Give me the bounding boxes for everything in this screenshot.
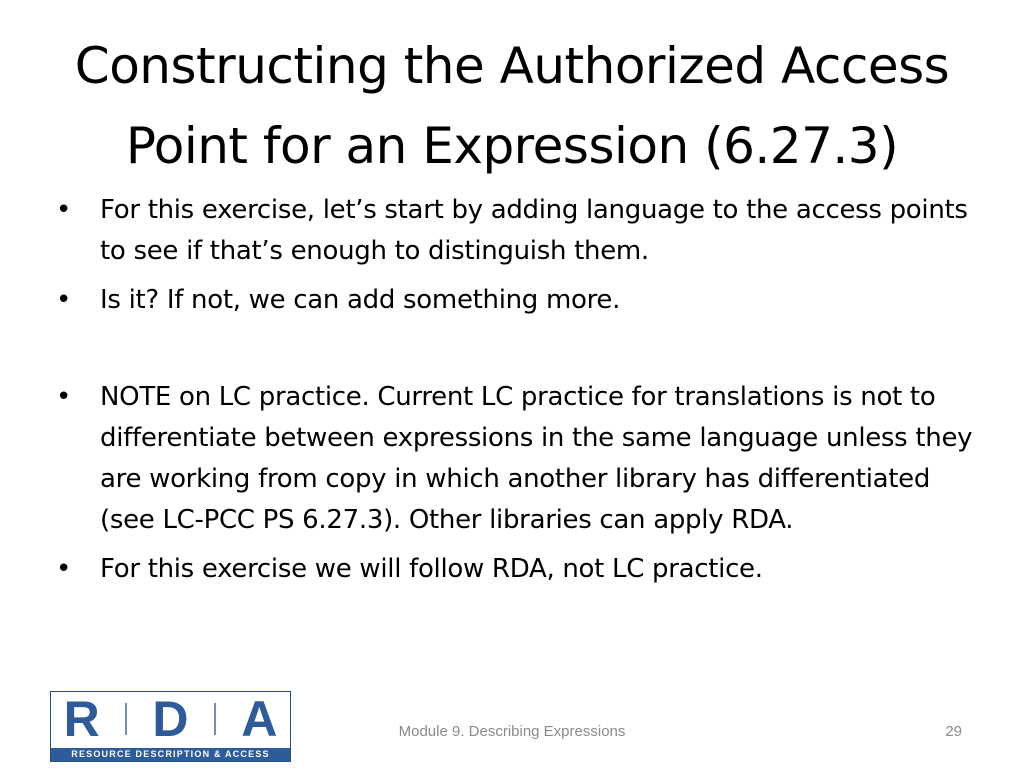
slide-title-line-2: Point for an Expression (6.27.3) <box>125 117 899 175</box>
bullet-text: NOTE on LC practice. Current LC practice for translations is not to differentiate between expressions in the same language unless they are working from copy in which another library has differentiated (see LC-PCC PS 6.27.3). Other libraries can apply RDA. <box>100 382 973 535</box>
slide-title-line-1: Constructing the Authorized Access <box>74 37 950 95</box>
rda-logo-divider <box>214 703 216 735</box>
slide-page-number: 29 <box>945 723 962 740</box>
rda-logo-divider <box>125 703 127 735</box>
bullet-text: For this exercise we will follow RDA, not LC practice. <box>100 554 763 584</box>
rda-logo-tagline: RESOURCE DESCRIPTION & ACCESS <box>51 748 290 761</box>
rda-logo-letter-d: D <box>152 691 189 747</box>
bullet-item <box>56 190 976 272</box>
bullet-icon: • <box>56 382 72 412</box>
slide-title <box>40 26 984 186</box>
rda-logo <box>50 691 291 762</box>
bullet-text: For this exercise, let’s start by adding language to the access points to see if that’s enough to distinguish them. <box>100 195 968 266</box>
rda-logo-letter-r: R <box>63 691 100 747</box>
bullet-item <box>56 549 976 590</box>
footer-module-label: Module 9. Describing Expressions <box>398 723 626 740</box>
bullet-item <box>56 377 976 541</box>
bullet-item <box>56 280 976 321</box>
bullet-list <box>56 190 976 598</box>
rda-logo-letters <box>51 691 290 747</box>
bullet-text: Is it? If not, we can add something more. <box>100 285 621 315</box>
bullet-icon: • <box>56 554 72 584</box>
bullet-icon: • <box>56 285 72 315</box>
rda-logo-letter-a: A <box>241 691 278 747</box>
bullet-icon: • <box>56 195 72 225</box>
